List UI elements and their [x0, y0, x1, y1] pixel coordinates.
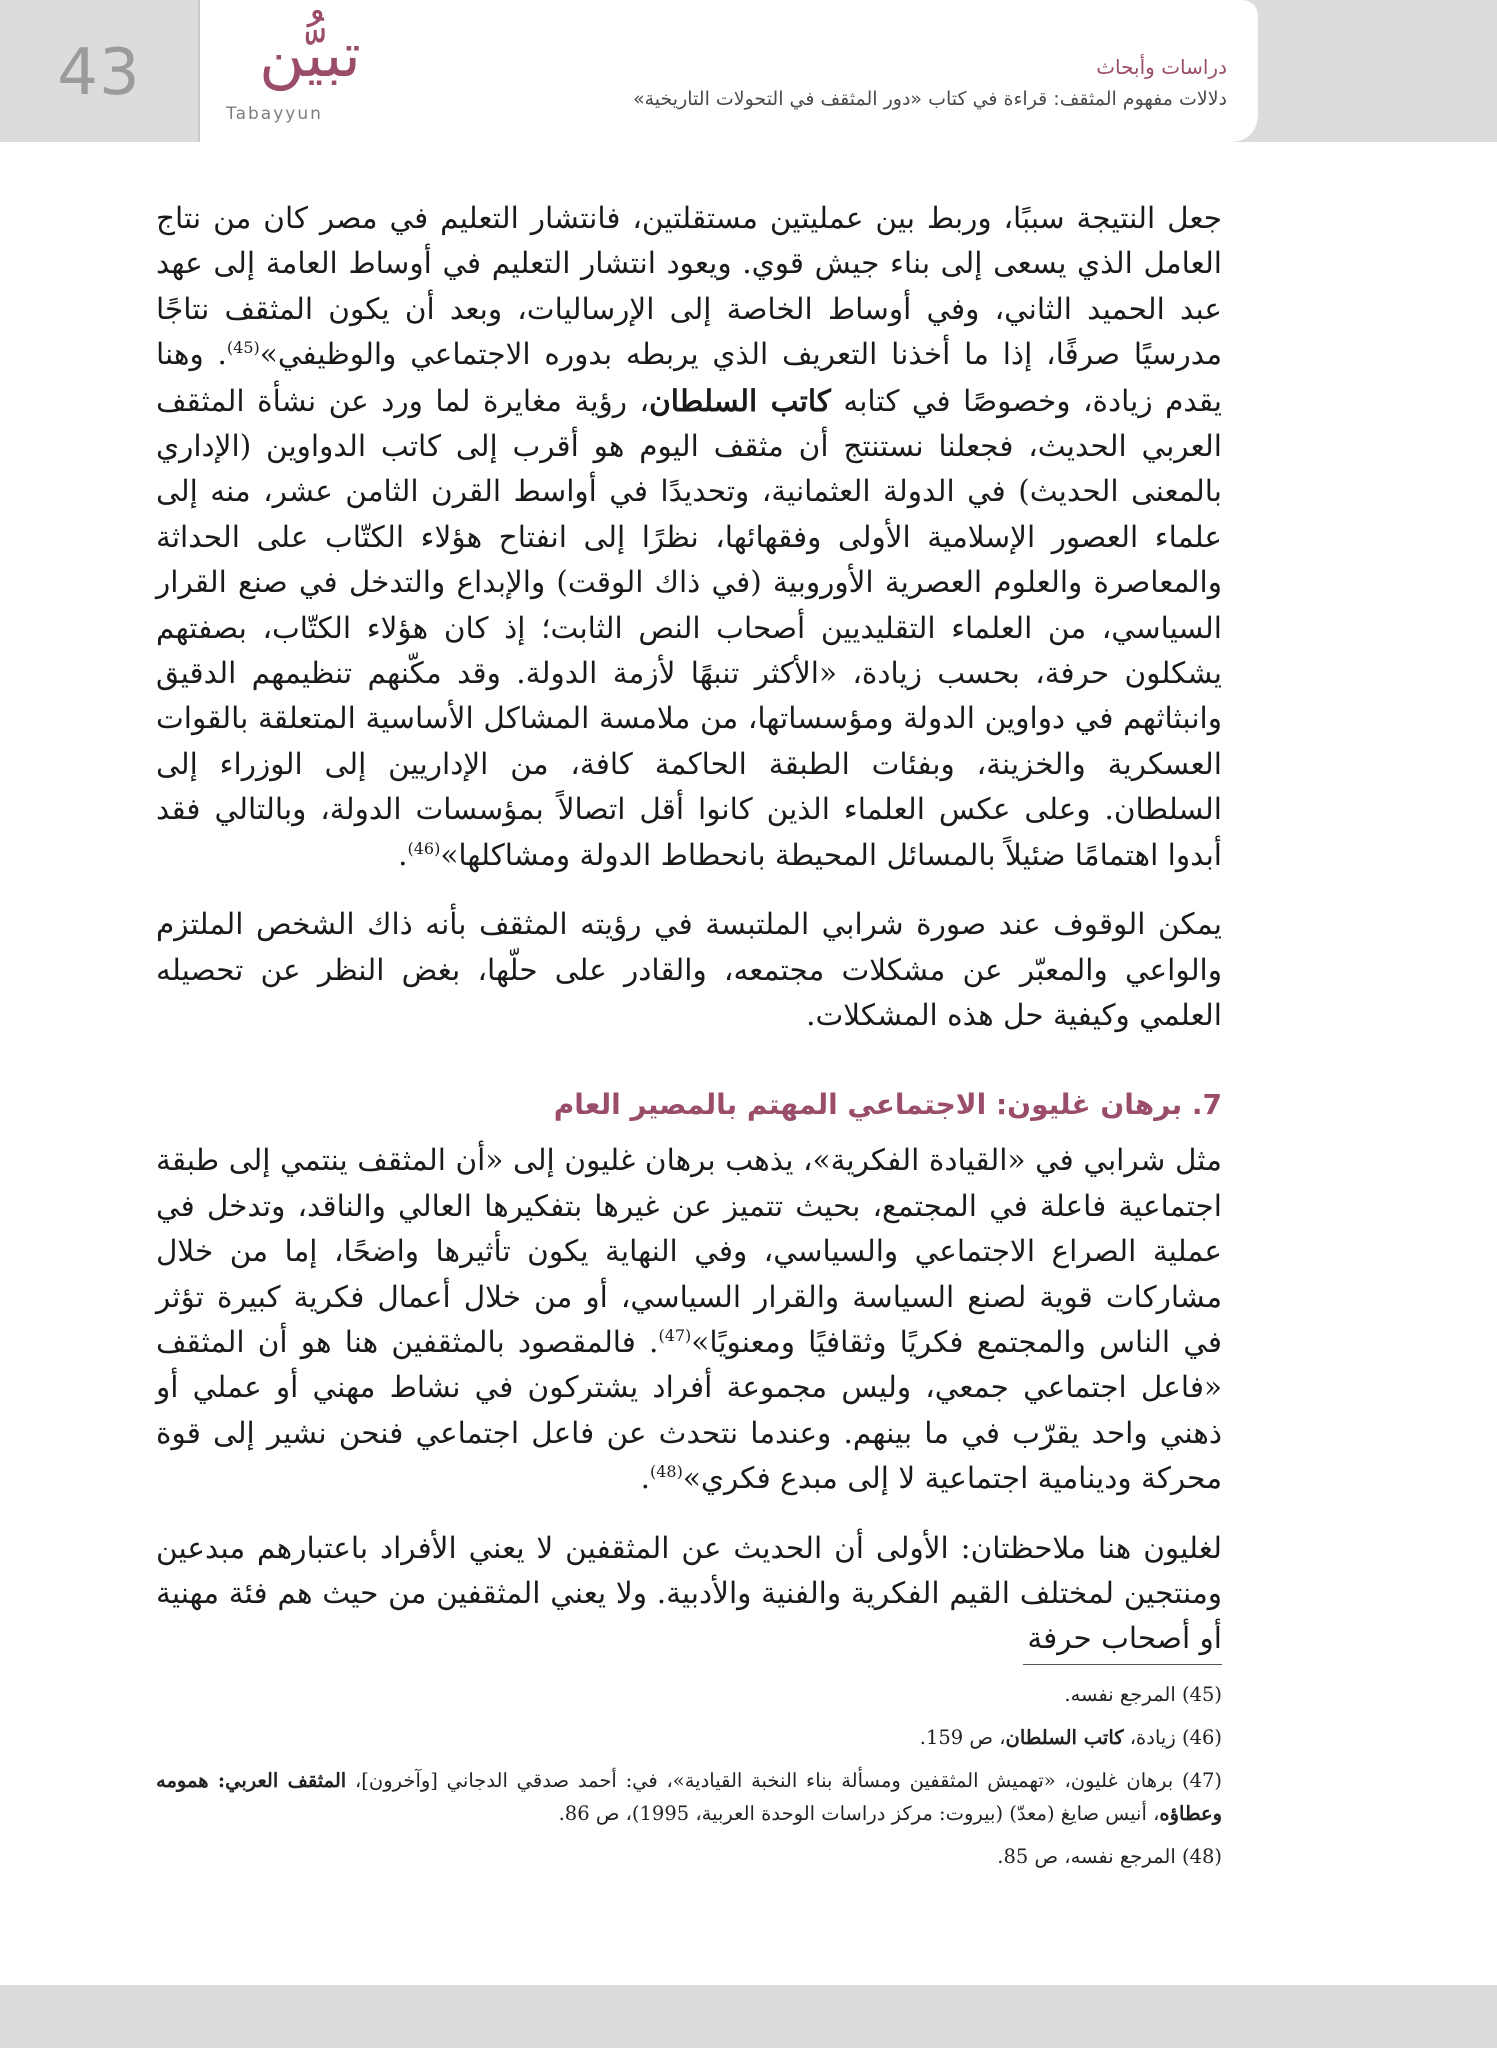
bottom-band [0, 1985, 1497, 2048]
footnote-text: المرجع نفسه. [1064, 1683, 1176, 1706]
running-title: دلالات مفهوم المثقف: قراءة في كتاب «دور المثقف في التحولات التاريخية» [632, 88, 1227, 110]
page-header [0, 0, 1497, 142]
footnote-text: زيادة، [1123, 1726, 1176, 1749]
footnote-ref-48[interactable]: (48) [650, 1462, 683, 1482]
p1-text-a: جعل النتيجة سببًا، وربط بين عمليتين مستقلتين، فانتشار التعليم في مصر كان من نتاج العامل الذي يسعى إلى بناء جيش قوي. ويعود انتشار التعليم في أوساط العامة إلى عهد عبد الحميد الثاني، وفي أوساط الخاصة إلى الإرساليات، وبعد أن يكون المثقف نتاجًا مدرسيًا صرفًا، إذا ما أخذنا التعريف الذي يربطه بدوره الاجتماعي والوظيفي» [156, 201, 1222, 372]
page-number: 43 [57, 36, 141, 110]
footnote-book-title: المثقف العربي: همومه وعطاؤه [156, 1769, 1222, 1825]
footnote-separator [1023, 1664, 1222, 1665]
p3-text-c: . [640, 1461, 650, 1496]
paragraph-2: يمكن الوقوف عند صورة شرابي الملتبسة في رؤيته المثقف بأنه ذاك الشخص الملتزم والواعي والمعبّر عن مشكلات مجتمعه، والقادر على حلّها، بغض النظر عن تحصيله العلمي وكيفية حل هذه المشكلات. [156, 907, 1222, 1032]
footnote-text: برهان غليون، «تهميش المثقفين ومسألة بناء النخبة القيادية»، في: أحمد صدقي الدجاني [وآخرون]، [346, 1769, 1174, 1792]
footnote-number: (45) [1181, 1683, 1222, 1706]
p3-text-a: مثل شرابي في «القيادة الفكرية»، يذهب برهان غليون إلى «أن المثقف ينتمي إلى طبقة اجتماعية فاعلة في المجتمع، بحيث تتميز عن غيرها بتفكيرها العالي والناقد، وتدخل في عملية الصراع الاجتماعي والسياسي، وفي النهاية يكون تأثيرها واضحًا، إما من خلال مشاركات قوية لصنع السياسة والقرار السياسي، أو من خلال أعمال فكرية كبيرة تؤثر في الناس والمجتمع فكريًا وثقافيًا ومعنويًا» [156, 1143, 1222, 1359]
footnote-48 [156, 1840, 1222, 1873]
footnote-ref-46[interactable]: (46) [407, 838, 441, 858]
footnote-46 [156, 1721, 1222, 1754]
p1-text-d: . [398, 837, 408, 872]
p1-text-b: . وهنا يقدم زيادة، وخصوصًا في كتابه [156, 337, 1222, 418]
footnote-ref-47[interactable]: (47) [658, 1326, 692, 1346]
footnote-45 [156, 1678, 1222, 1711]
p3-text-b: . فالمقصود بالمثقفين هنا هو أن المثقف «فاعل اجتماعي جمعي، وليس مجموعة أفراد يشتركون في نشاط مهني أو عملي أو ذهني واحد يقرّب في ما بينهم. وعندما نتحدث عن فاعل اجتماعي فنحن نشير إلى قوة محركة ودينامية اجتماعية لا إلى مبدع فكري» [156, 1324, 1222, 1496]
footnote-number: (48) [1181, 1845, 1222, 1868]
footnote-book-title: كاتب السلطان [1005, 1726, 1124, 1749]
section-label: دراسات وأبحاث [1096, 55, 1227, 79]
footnote-number: (47) [1181, 1769, 1222, 1792]
paragraph-1 [156, 196, 1222, 878]
footnote-47 [156, 1764, 1222, 1830]
footnote-ref-45[interactable]: (45) [226, 338, 260, 358]
book-title-katib-al-sultan: كاتب السلطان [649, 382, 831, 418]
paragraph-3 [156, 1138, 1222, 1501]
footnotes [156, 1678, 1222, 1883]
section-heading: 7. برهان غليون: الاجتماعي المهتم بالمصير العام [553, 1088, 1222, 1122]
p1-text-c: ، رؤية مغايرة لما ورد عن نشأة المثقف العربي الحديث، فجعلنا نستنتج أن مثقف اليوم هو أقرب إلى كاتب الدواوين (الإداري بالمعنى الحديث) في الدولة العثمانية، وتحديدًا في أواسط القرن الثامن عشر، منه إلى علماء العصور الإسلامية الأولى وفقهائها، نظرًا إلى انفتاح هؤلاء الكتّاب على الحداثة والمعاصرة والعلوم العصرية الأوروبية (في ذاك الوقت) والإبداع والتدخل في صنع القرار السياسي، من العلماء التقليديين أصحاب النص الثابت؛ إذ كان هؤلاء الكتّاب، بصفتهم يشكلون حرفة، بحسب زيادة، «الأكثر تنبهًا لأزمة الدولة. وقد مكّنهم تنظيمهم الدقيق وانبثاثهم في دواوين الدولة ومؤسساتها، من ملامسة المشاكل الأساسية المتعلقة بالقوات العسكرية والخزينة، وبفئات الطبقة الحاكمة كافة، من الإداريين إلى الوزراء إلى السلطان. وعلى عكس العلماء الذين كانوا أقل اتصالاً بمؤسسات الدولة، وبالتالي فقد أبدوا اهتمامًا ضئيلاً بالمسائل المحيطة بانحطاط الدولة ومشاكلها» [156, 383, 1222, 872]
logo-arabic: تبيُّن [259, 18, 361, 91]
paragraph-4: لغليون هنا ملاحظتان: الأولى أن الحديث عن المثقفين لا يعني الأفراد باعتبارهم مبدعين ومنتجين لمختلف القيم الفكرية والفنية والأدبية. ولا يعني المثقفين من حيث هم فئة مهنية أو أصحاب حرفة [156, 1530, 1222, 1656]
article-body [156, 196, 1222, 1686]
footnote-text: ، ص 159. [919, 1726, 1006, 1749]
footnote-text: ، أنيس صايغ (معدّ) (بيروت: مركز دراسات الوحدة العربية، 1995)، ص 86. [558, 1802, 1160, 1825]
footnote-number: (46) [1181, 1726, 1222, 1749]
logo-latin: Tabayyun [226, 104, 323, 124]
footnote-text: المرجع نفسه، ص 85. [997, 1845, 1176, 1868]
